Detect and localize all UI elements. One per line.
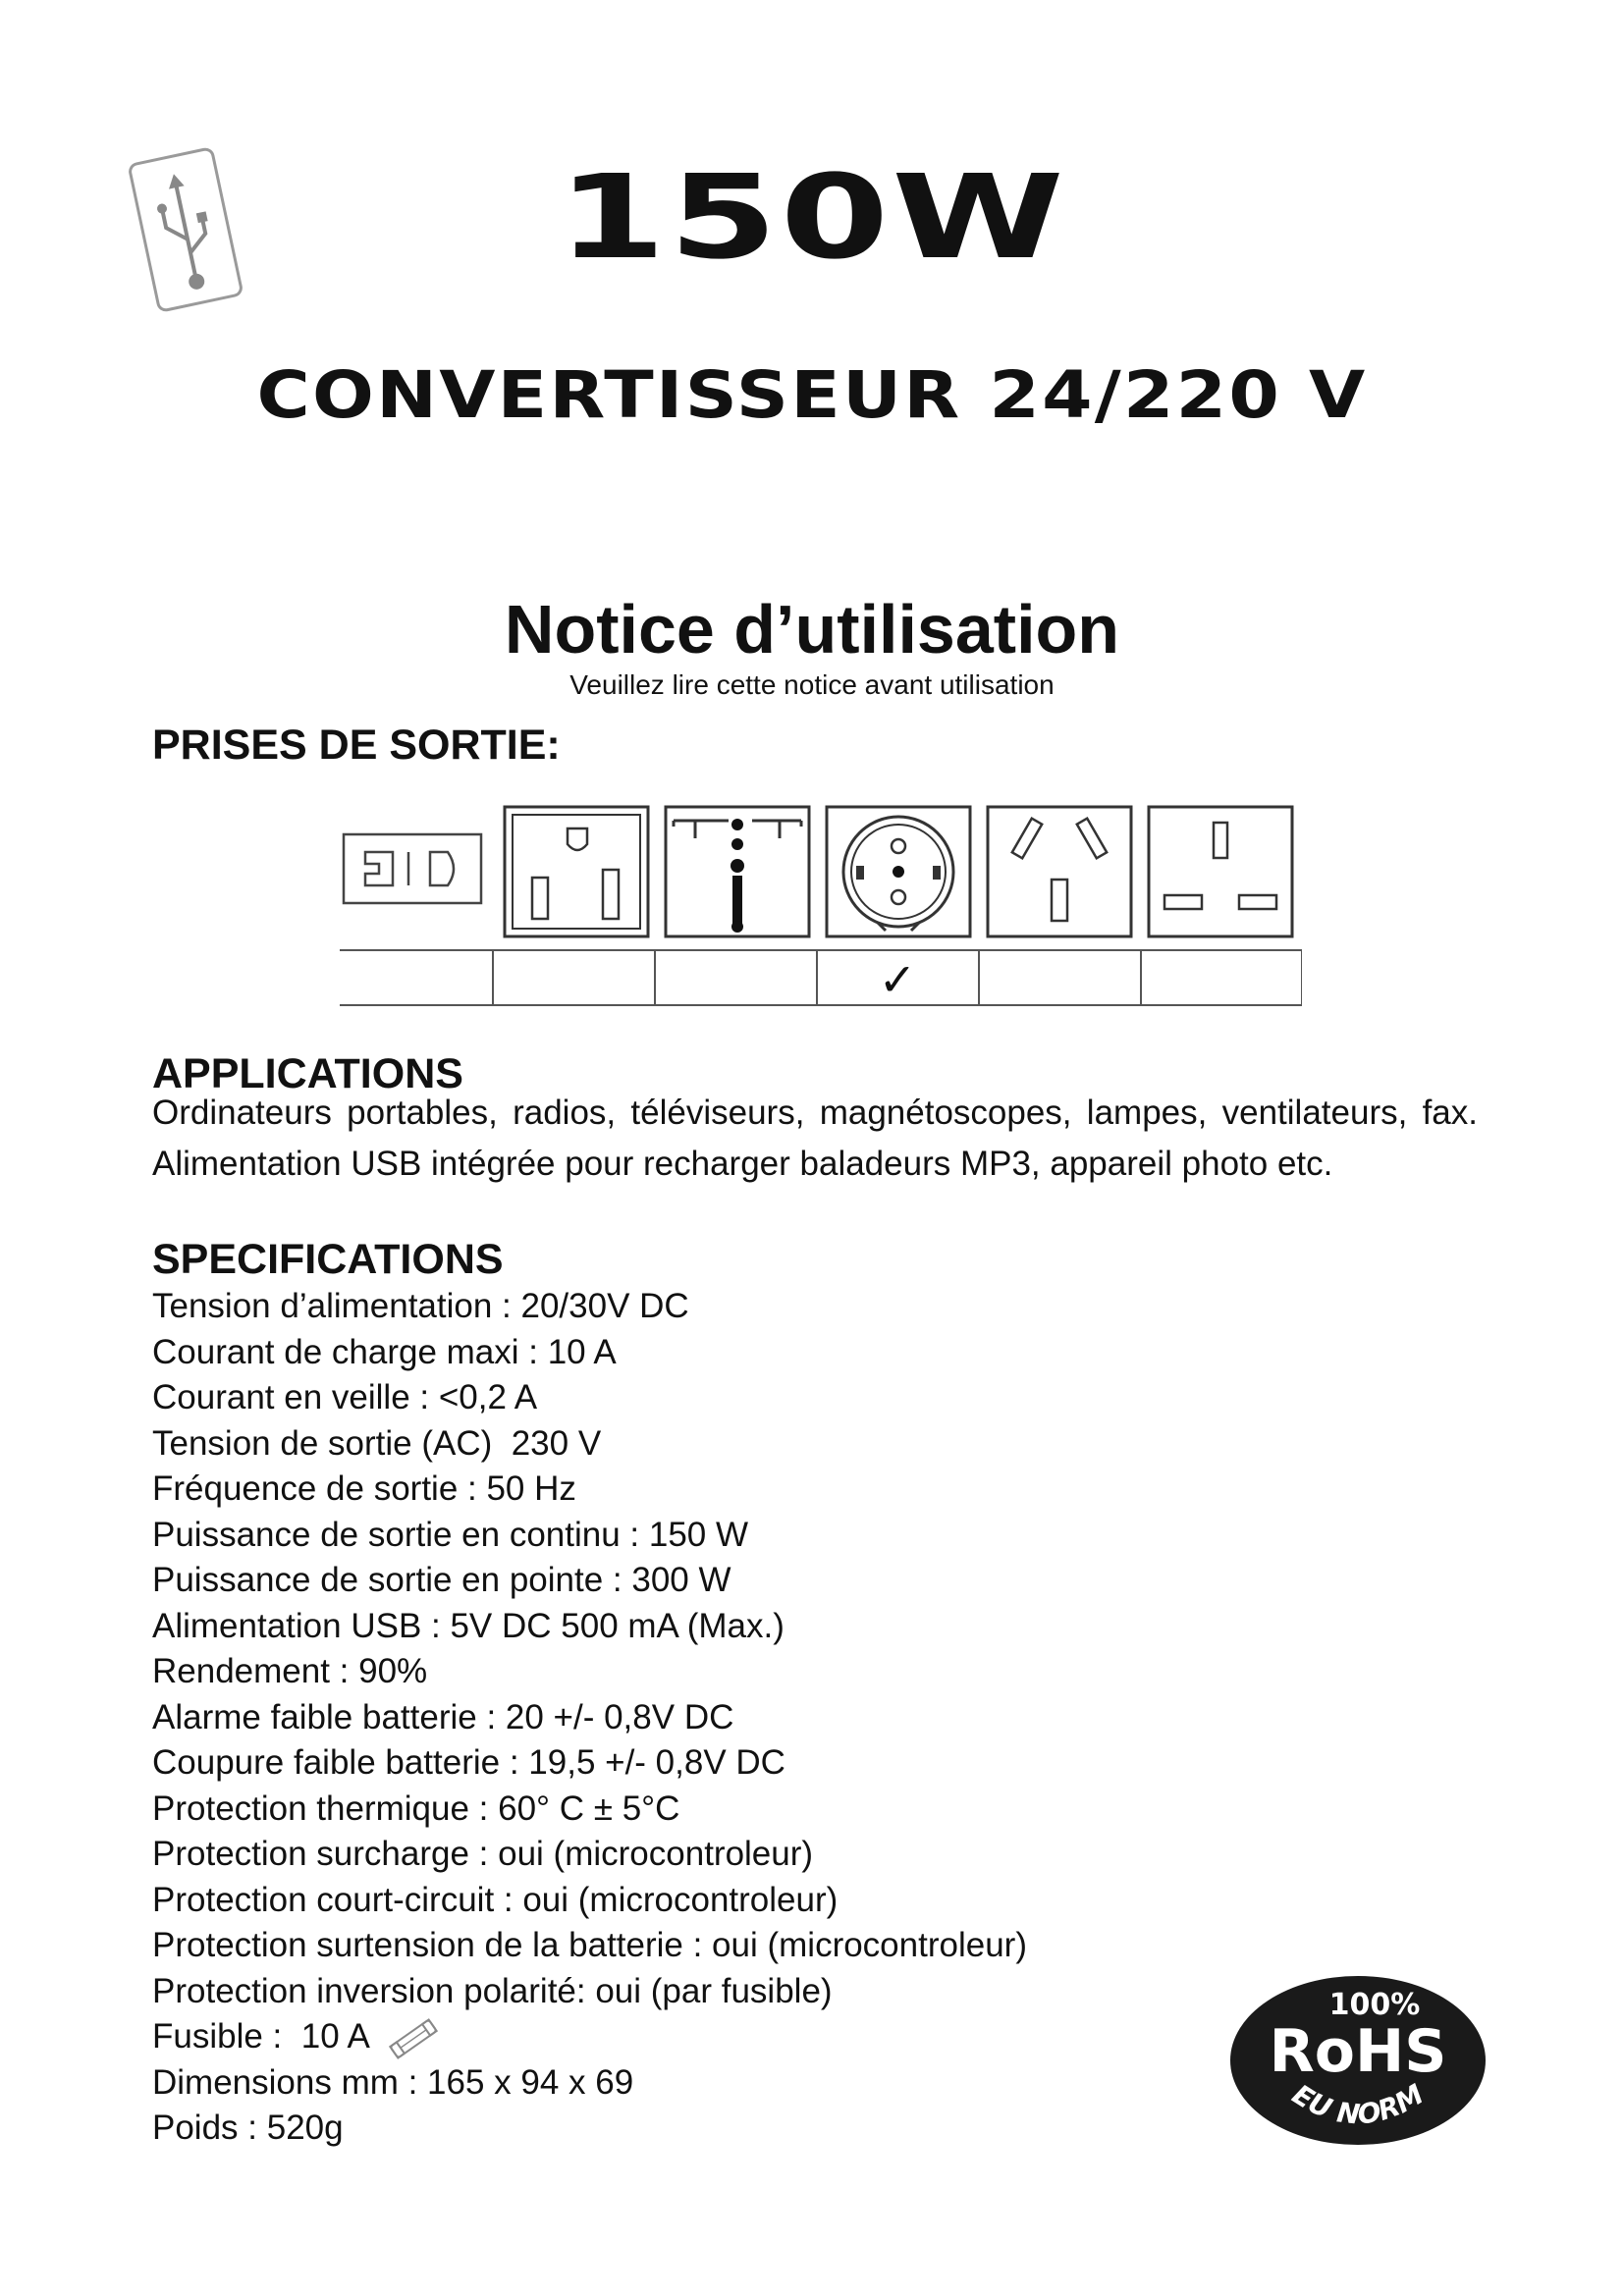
notice-title: Notice d’utilisation — [504, 591, 1120, 667]
rohs-label: RoHS — [1269, 2017, 1447, 2086]
rohs-eu-norm: EU NORM — [1286, 2077, 1430, 2131]
applications-text: Ordinateurs portables, radios, téléviseurs, magnétoscopes, lampes, ventilateurs, fax. Alimentation USB intégrée pour recharger baladeurs MP3, appareil photo etc. — [152, 1094, 1478, 1183]
spec-item: Fusible : 10 A — [152, 2017, 370, 2056]
rohs-badge — [1227, 1973, 1489, 2148]
spec-item: Coupure faible batterie : 19,5 +/- 0,8V DC — [152, 1743, 785, 1782]
spec-item: Puissance de sortie en continu : 150 W — [152, 1515, 749, 1554]
spec-item: Dimensions mm : 165 x 94 x 69 — [152, 2062, 634, 2102]
spec-item: Protection inversion polarité: oui (par fusible) — [152, 1971, 833, 2010]
socket-check-row — [340, 950, 1302, 1006]
spec-item: Courant de charge maxi : 10 A — [152, 1332, 617, 1371]
specifications-title: SPECIFICATIONS — [152, 1236, 504, 1283]
spec-item: Tension d’alimentation : 20/30V DC — [152, 1287, 689, 1325]
spec-item: Alarme faible batterie : 20 +/- 0,8V DC — [152, 1697, 734, 1736]
product-subtitle: CONVERTISSEUR 24/220 V — [256, 357, 1368, 433]
spec-item: Poids : 520g — [152, 2109, 344, 2147]
us-socket-icon — [505, 807, 648, 936]
spec-fuse-row — [152, 2014, 1027, 2060]
schuko-socket-icon — [827, 807, 970, 936]
spec-item: Protection thermique : 60° C ± 5°C — [152, 1789, 680, 1828]
fuse-icon — [384, 2018, 443, 2059]
uk-socket-icon — [1149, 807, 1292, 936]
socket-table — [340, 805, 1302, 1011]
spec-item: Protection court-circuit : oui (microcontroleur) — [152, 1880, 839, 1919]
spec-item: Tension de sortie (AC) 230 V — [152, 1423, 602, 1463]
applications-title: APPLICATIONS — [152, 1050, 463, 1097]
rohs-percent: 100% — [1328, 1988, 1421, 2022]
spec-item: Fréquence de sortie : 50 Hz — [152, 1469, 576, 1508]
outputs-title: PRISES DE SORTIE: — [152, 721, 561, 769]
swiss-italian-socket-icon — [666, 807, 809, 936]
spec-item: Courant en veille : <0,2 A — [152, 1378, 538, 1416]
australian-socket-icon — [988, 807, 1131, 936]
specifications-list — [152, 1284, 1027, 2152]
spec-item: Rendement : 90% — [152, 1652, 428, 1690]
spec-item: Protection surtension de la batterie : oui (microcontroleur) — [152, 1926, 1027, 1964]
spec-item: Puissance de sortie en pointe : 300 W — [152, 1561, 731, 1599]
spec-item: Alimentation USB : 5V DC 500 mA (Max.) — [152, 1606, 785, 1645]
spec-item: Protection surcharge : oui (microcontroleur) — [152, 1835, 814, 1873]
schuko-check-mark: ✓ — [878, 953, 917, 1006]
notice-subtitle: Veuillez lire cette notice avant utilisation — [569, 669, 1055, 700]
universal-socket-icon — [344, 834, 481, 903]
power-rating: 150W — [557, 149, 1067, 285]
